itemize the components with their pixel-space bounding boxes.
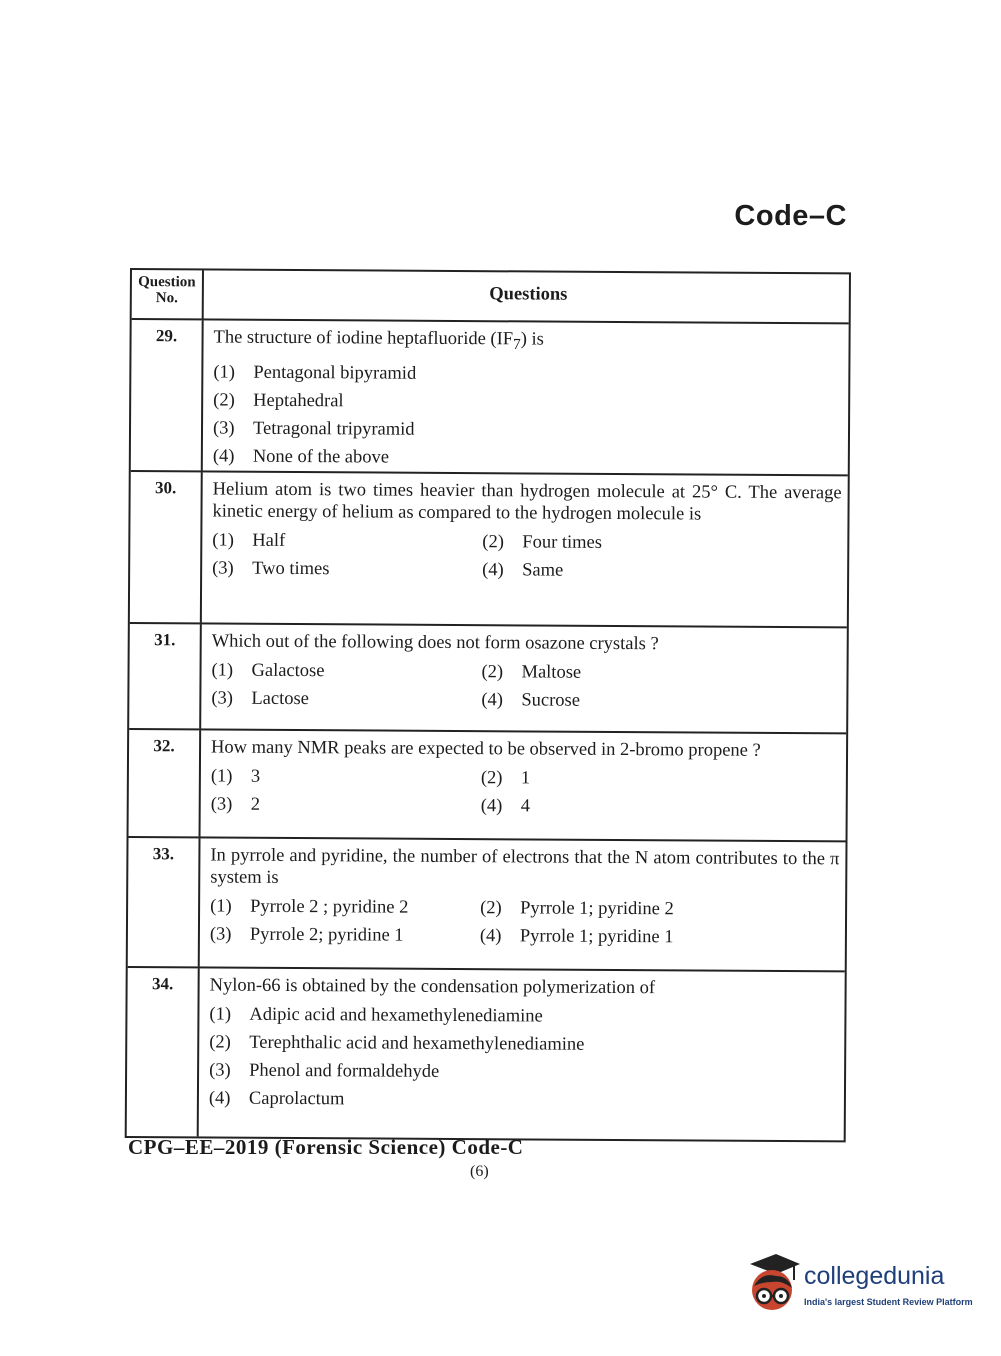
option	[211, 791, 481, 821]
subscript: 7	[512, 336, 521, 354]
option-number: (3)	[209, 924, 232, 945]
option-number: (2)	[209, 1032, 231, 1053]
option	[480, 894, 839, 924]
option	[481, 658, 840, 688]
question-number: 34.	[127, 968, 200, 1136]
option-text: Half	[252, 530, 286, 551]
option	[480, 922, 839, 952]
question-body	[200, 838, 846, 970]
option-number: (1)	[209, 1004, 232, 1025]
option-text: Heptahedral	[253, 390, 344, 411]
option-text: Pyrrole 1; pyridine 1	[519, 926, 674, 948]
option-text: Maltose	[521, 662, 582, 683]
option-text: 4	[520, 796, 531, 817]
question-body	[199, 968, 845, 1140]
option-number: (3)	[209, 1060, 231, 1081]
option	[209, 1000, 838, 1032]
question-row-29	[131, 318, 849, 474]
option	[212, 527, 482, 557]
options-grid	[210, 893, 839, 953]
question-row-31	[129, 622, 847, 732]
options-grid	[211, 657, 840, 717]
option-text: Adipic acid and hexamethylenediamine	[249, 1004, 543, 1027]
option-number: (3)	[212, 418, 235, 439]
brand-name: collegedunia	[804, 1262, 945, 1290]
question-number: 33.	[128, 838, 201, 966]
option-number: (3)	[210, 794, 233, 815]
question-number: 30.	[130, 472, 203, 622]
option-text: Pentagonal bipyramid	[253, 362, 417, 384]
collegedunia-logo-icon	[742, 1250, 802, 1320]
option-number: (1)	[212, 530, 234, 551]
question-number: 31.	[129, 624, 202, 728]
option-text: 2	[250, 794, 261, 815]
question-number: 29.	[131, 320, 204, 470]
question-body	[202, 472, 848, 626]
table-header-row	[132, 270, 849, 322]
option	[211, 657, 481, 687]
option-number: (2)	[213, 390, 235, 411]
option-text: Two times	[252, 558, 330, 580]
option-text: Sucrose	[521, 690, 581, 711]
option-number: (1)	[210, 766, 233, 787]
option	[213, 442, 842, 474]
question-body	[201, 730, 847, 840]
option-number: (1)	[213, 362, 236, 383]
option-text: None of the above	[252, 446, 390, 468]
footer-exam-code: CPG–EE–2019 (Forensic Science) Code-C	[128, 1135, 524, 1159]
options-grid	[212, 527, 841, 587]
option-number: (2)	[480, 898, 502, 919]
option-number: (2)	[481, 662, 504, 683]
question-text: Which out of the following does not form osazone crystals ?	[211, 631, 659, 655]
question-row-30	[130, 470, 848, 626]
option-number: (4)	[481, 690, 504, 711]
question-number: 32.	[129, 730, 202, 836]
option-text: 1	[520, 768, 531, 789]
option	[211, 763, 481, 793]
question-text-part: The structure of iodine heptafluoride (IF	[213, 327, 514, 350]
page-number: (6)	[470, 1163, 489, 1180]
option-text: Pyrrole 2 ; pyridine 2	[250, 896, 409, 918]
option-text: Pyrrole 2; pyridine 1	[249, 924, 404, 946]
option-number: (3)	[211, 688, 234, 709]
question-no-header	[132, 270, 204, 318]
option-text: Lactose	[251, 688, 309, 710]
option	[481, 792, 840, 822]
questions-header: Questions	[489, 284, 568, 305]
collegedunia-watermark[interactable]	[742, 1250, 972, 1320]
question-body	[201, 624, 847, 732]
option-text: Terephthalic acid and hexamethylenediamine	[249, 1032, 585, 1055]
question-body	[203, 320, 849, 474]
question-table	[125, 268, 851, 1142]
option-number: (4)	[482, 560, 504, 581]
brand-tagline: India's largest Student Review Platform	[804, 1297, 973, 1307]
option	[211, 685, 481, 715]
option	[482, 556, 841, 586]
option	[482, 528, 841, 558]
option	[210, 921, 480, 951]
question-text: How many NMR peaks are expected to be observed in 2-bromo propene ?	[211, 737, 761, 761]
option	[209, 1056, 838, 1088]
option-text: 3	[250, 766, 261, 787]
option-number: (2)	[482, 532, 504, 553]
question-row-34	[127, 966, 845, 1140]
option	[481, 686, 840, 716]
option	[213, 414, 842, 446]
option	[213, 358, 842, 390]
option-text: Caprolactum	[248, 1088, 345, 1110]
option	[209, 1028, 838, 1060]
question-no-header-line1: Question	[138, 274, 196, 291]
options-grid	[211, 763, 840, 823]
option-text: Tetragonal tripyramid	[252, 418, 415, 440]
option-text: Four times	[522, 532, 603, 553]
option-number: (4)	[479, 926, 502, 947]
question-text	[213, 327, 842, 359]
question-text: Nylon-66 is obtained by the condensation polymerization of	[209, 975, 656, 999]
option-number: (3)	[212, 558, 234, 579]
question-row-32	[129, 728, 847, 840]
option-number: (2)	[480, 768, 503, 789]
option-number: (1)	[211, 660, 234, 681]
question-text: In pyrrole and pyridine, the number of electrons that the N atom contributes to the π system is	[210, 845, 840, 888]
option-number: (4)	[480, 796, 503, 817]
code-header: Code–C	[734, 200, 847, 232]
option-text: Pyrrole 1; pyridine 2	[520, 898, 674, 920]
question-text: Helium atom is two times heavier than hydrogen molecule at 25° C. The average kinetic energy of helium as compared to the hydrogen molecule is	[212, 479, 842, 525]
option-number: (4)	[208, 1088, 231, 1109]
question-row-33	[128, 836, 846, 970]
option-number: (4)	[212, 446, 235, 467]
question-text-part: ) is	[520, 329, 544, 350]
option-text: Galactose	[251, 660, 325, 682]
option	[481, 764, 840, 794]
option-text: Phenol and formaldehyde	[249, 1060, 440, 1082]
question-no-header-line2: No.	[155, 290, 178, 307]
option-number: (1)	[210, 896, 232, 917]
option-text: Same	[522, 560, 564, 581]
option	[213, 386, 842, 418]
option	[209, 1084, 838, 1116]
option	[212, 555, 482, 585]
option	[210, 893, 480, 923]
